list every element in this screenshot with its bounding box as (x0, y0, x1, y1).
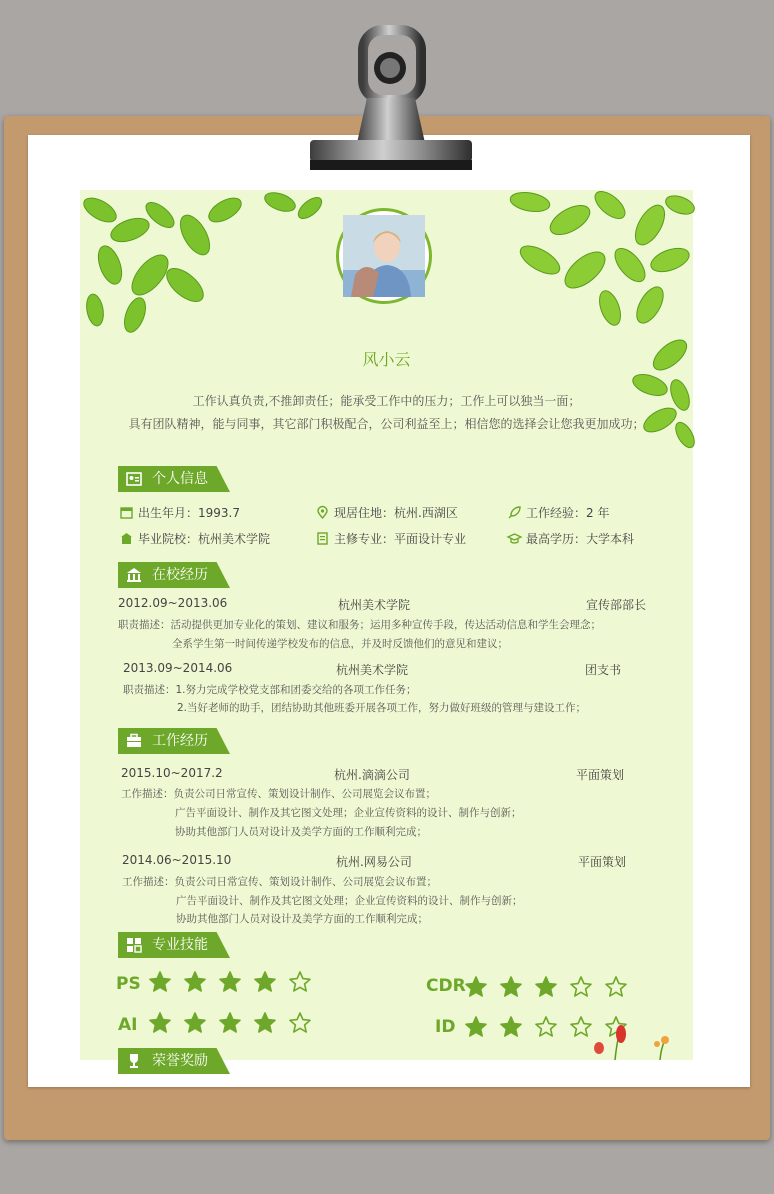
work-1-role: 平面策划 (576, 768, 625, 782)
star-filled-icon (183, 1011, 207, 1035)
work-1-desc-2: 广告平面设计、制作及其它图文处理；企业宣传资料的设计、制作与创新； (175, 807, 522, 819)
work-1-desc-1: 工作描述：负责公司日常宣传、策划设计制作、公司展览会议布置； (121, 788, 436, 800)
calendar-icon (120, 506, 133, 519)
grid-blocks-icon (126, 937, 142, 953)
work-1-desc-3: 协助其他部门人员对设计及美学方面的工作顺利完成； (175, 826, 427, 838)
skill-stars-cdr (464, 975, 628, 999)
trophy-icon (126, 1053, 142, 1069)
school-2-org: 杭州美术学院 (336, 663, 409, 677)
star-filled-icon (464, 1015, 488, 1039)
star-filled-icon (183, 970, 207, 994)
school-1-desc-1: 职责描述：活动提供更加专业化的策划、建议和服务；运用多种宣传手段，传达活动信息和学生会理念； (118, 619, 601, 631)
resume-page (80, 190, 693, 1069)
star-filled-icon (253, 970, 277, 994)
briefcase-icon (126, 733, 142, 749)
star-filled-icon (464, 975, 488, 999)
work-2-org: 杭州.网易公司 (336, 855, 412, 869)
location-pin-icon (316, 506, 329, 519)
intro-line-2: 具有团队精神，能与同事，其它部门积极配合，公司利益至上；相信您的选择会让您我更加成功； (128, 417, 645, 431)
rocket-icon (508, 506, 521, 519)
binder-clip-icon (305, 28, 475, 178)
star-empty-icon (604, 975, 628, 999)
work-1-period: 2015.10~2017.2 (121, 766, 223, 780)
school-1-org: 杭州美术学院 (338, 598, 411, 612)
section-skills: 专业技能 (118, 932, 208, 958)
star-filled-icon (499, 1015, 523, 1039)
star-empty-icon (288, 970, 312, 994)
school-2-desc-2: 2.当好老师的助手，团结协助其他班委开展各项工作，努力做好班级的管理与建设工作； (177, 702, 587, 714)
work-2-desc-2: 广告平面设计、制作及其它图文处理；企业宣传资料的设计、制作与创新； (176, 895, 523, 907)
leaves-top-right-icon (500, 190, 693, 340)
portrait-icon (343, 215, 425, 297)
info-school: 毕业院校：杭州美术学院 (120, 530, 270, 547)
star-filled-icon (148, 1011, 172, 1035)
info-major: 主修专业：平面设计专业 (316, 530, 466, 547)
star-filled-icon (218, 1011, 242, 1035)
skill-stars-ps (148, 970, 312, 994)
star-empty-icon (569, 975, 593, 999)
bank-icon (126, 567, 142, 583)
star-empty-icon (534, 1015, 558, 1039)
document-icon (316, 532, 329, 545)
skill-label-ps: PS (116, 974, 141, 994)
skill-label-ai: AI (118, 1015, 138, 1035)
star-filled-icon (534, 975, 558, 999)
work-2-desc-3: 协助其他部门人员对设计及美学方面的工作顺利完成； (176, 913, 428, 925)
work-2-period: 2014.06~2015.10 (122, 853, 232, 867)
school-2-desc-1: 职责描述：1.努力完成学校党支部和团委交给的各项工作任务； (123, 684, 417, 696)
section-personal-info: 个人信息 (118, 466, 208, 492)
star-empty-icon (288, 1011, 312, 1035)
info-degree: 最高学历：大学本科 (508, 530, 634, 547)
school-2-period: 2013.09~2014.06 (123, 661, 233, 675)
star-filled-icon (148, 970, 172, 994)
info-residence: 现居住地：杭州.西湖区 (316, 504, 458, 521)
section-awards: 荣誉奖励 (118, 1048, 208, 1074)
flowers-decoration-icon (585, 1020, 685, 1060)
building-icon (120, 532, 133, 545)
info-experience: 工作经验：2 年 (508, 504, 609, 521)
school-1-period: 2012.09~2013.06 (118, 596, 228, 610)
section-work-experience: 工作经历 (118, 728, 208, 754)
school-1-role: 宣传部部长 (586, 598, 647, 612)
skill-label-cdr: CDR (426, 976, 466, 996)
id-card-icon (126, 471, 142, 487)
skill-label-id: ID (435, 1017, 456, 1037)
graduation-cap-icon (508, 532, 521, 545)
star-filled-icon (218, 970, 242, 994)
leaves-top-left-icon (80, 190, 330, 340)
avatar (336, 208, 432, 304)
intro-line-1: 工作认真负责,不推卸责任；能承受工作中的压力；工作上可以独当一面； (192, 394, 581, 408)
work-1-org: 杭州.滴滴公司 (334, 768, 410, 782)
work-2-desc-1: 工作描述：负责公司日常宣传、策划设计制作、公司展览会议布置； (122, 876, 437, 888)
info-birth: 出生年月：1993.7 (120, 504, 240, 521)
person-name: 风小云 (362, 350, 411, 369)
school-1-desc-2: 全系学生第一时间传递学校发布的信息，并及时反馈他们的意见和建议； (172, 638, 508, 650)
skill-stars-ai (148, 1011, 312, 1035)
star-filled-icon (253, 1011, 277, 1035)
section-school-experience: 在校经历 (118, 562, 208, 588)
work-2-role: 平面策划 (578, 855, 627, 869)
school-2-role: 团支书 (585, 663, 622, 677)
star-filled-icon (499, 975, 523, 999)
